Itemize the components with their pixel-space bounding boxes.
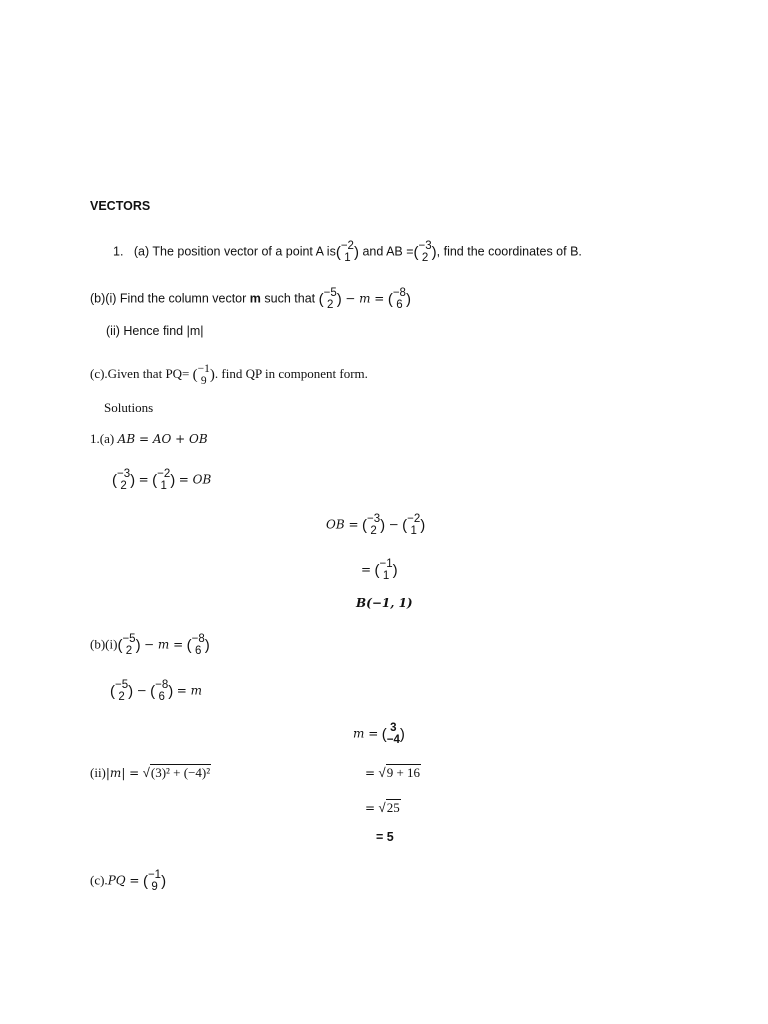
question-1c-end: . find QP in component form. xyxy=(214,366,368,382)
solution-1b-line1: (b)(i)( −5 2 ) − m = ( −8 6 ) xyxy=(90,633,210,658)
solution-1c-line1: (c).PQ = ( −1 9 ) xyxy=(90,869,167,894)
solution-1a-line1: 1.(a) AB = AO + OB xyxy=(90,431,208,446)
solution-1a-line3: OB = ( −3 2 ) − ( −2 1 ) xyxy=(326,513,426,538)
vector-b1: ( −5 2 ) xyxy=(318,287,342,312)
question-1a xyxy=(113,240,582,264)
question-1a-and: and AB = xyxy=(362,244,414,259)
solutions-heading: Solutions xyxy=(104,400,154,415)
question-number: 1. xyxy=(113,244,124,259)
solution-1b-ii-step2: = √25 xyxy=(365,800,400,815)
question-1b-text: (b)(i) Find the column vector xyxy=(90,291,247,306)
vector-ab: ( −3 2 ) xyxy=(413,240,437,265)
question-1b-minus-m: − m = xyxy=(345,291,385,306)
solution-1b-ii-line1: (ii)|m| = √(3)² + (−4)² xyxy=(90,765,211,780)
solution-1b-line3: m = ( 3 −4 ) xyxy=(353,722,405,747)
question-1b-ii: (ii) Hence find |m| xyxy=(106,324,204,338)
solution-1a-line4: = ( −1 1 ) xyxy=(361,558,398,583)
question-1b-m: m xyxy=(249,291,261,306)
solution-1a-line2: ( −3 2 ) = ( −2 1 ) = OB xyxy=(112,468,212,493)
vector-pq: ( −1 9 ) xyxy=(192,363,215,388)
question-1a-end: , find the coordinates of B. xyxy=(436,244,582,259)
page-title: VECTORS xyxy=(90,199,151,213)
question-1a-intro: (a) The position vector of a point A is xyxy=(133,244,336,259)
solution-1b-ii-answer: = 5 xyxy=(376,830,394,844)
question-1b-such: such that xyxy=(264,291,316,306)
solution-1b-line2: ( −5 2 ) − ( −8 6 ) = m xyxy=(110,679,203,704)
solution-1a-answer: B(−1, 1) xyxy=(356,596,413,610)
question-1b xyxy=(90,287,411,311)
solution-1b-ii-step1: = √9 + 16 xyxy=(365,765,421,780)
vector-b2: ( −8 6 ) xyxy=(387,287,411,312)
question-1c xyxy=(90,363,368,387)
vector-a: ( −2 1 ) xyxy=(335,240,359,265)
question-1c-text: (c).Given that PQ= xyxy=(90,366,190,382)
